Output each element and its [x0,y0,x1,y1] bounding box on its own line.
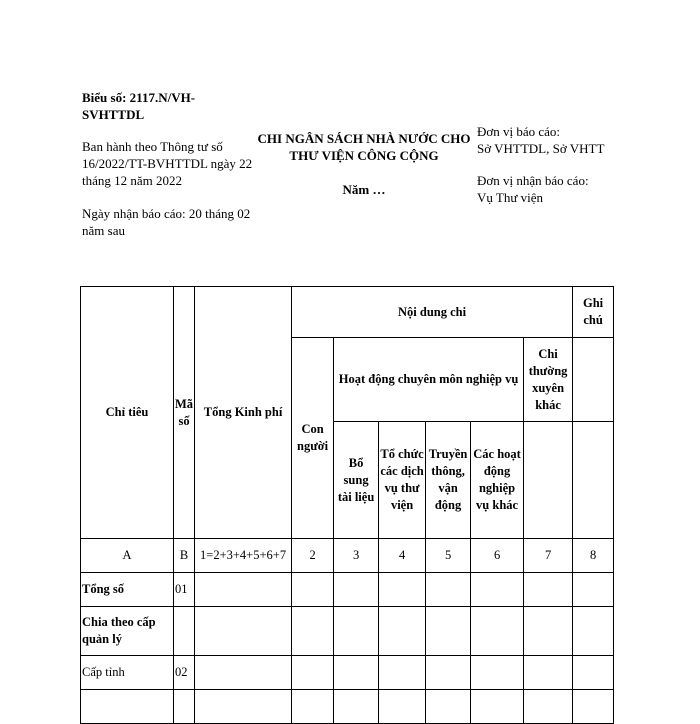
header-professional: Hoạt động chuyên môn nghiệp vụ [334,338,524,422]
reporting-unit-label: Đơn vị báo cáo: [477,124,561,139]
data-cell[interactable] [471,690,524,724]
table-row [81,690,614,724]
header-supplement: Bổ sung tài liệu [334,422,379,539]
report-year: Năm … [342,182,386,197]
data-cell[interactable] [292,656,334,690]
table-row [81,573,614,607]
report-table [80,286,614,724]
index-cell: A [81,539,174,573]
reporting-unit-value: Sở VHTTDL, Sở VHTT [477,141,605,156]
header-note-empty [573,338,614,422]
data-cell[interactable] [292,607,334,656]
report-title: CHI NGÂN SÁCH NHÀ NƯỚC CHO THƯ VIỆN CÔNG CỘNG [257,131,471,163]
data-cell[interactable] [379,690,426,724]
issued-by-text: Ban hành theo Thông tư số 16/2022/TT-BVHTTDL ngày 22 tháng 12 năm 2022 [82,139,253,188]
data-cell[interactable] [426,690,471,724]
report-table-container [80,286,614,724]
data-cell[interactable] [524,656,573,690]
data-cell[interactable] [334,656,379,690]
receiving-unit-label: Đơn vị nhận báo cáo: [477,173,589,188]
row-label: Tổng số [81,573,174,607]
index-cell: 3 [334,539,379,573]
data-cell[interactable] [174,690,195,724]
table-row [81,607,614,656]
data-cell[interactable] [426,656,471,690]
header-other-regular: Chi thường xuyên khác [524,338,573,422]
data-cell[interactable] [524,573,573,607]
data-cell[interactable] [573,656,614,690]
header-note: Ghi chú [573,287,614,338]
data-cell[interactable] [573,690,614,724]
data-cell[interactable] [195,656,292,690]
row-code: 02 [174,656,195,690]
index-cell: 8 [573,539,614,573]
index-cell: 5 [426,539,471,573]
data-cell[interactable] [334,573,379,607]
header-empty [573,422,614,539]
row-label: Chia theo cấp quản lý [81,607,174,656]
header-people: Con người [292,338,334,539]
data-cell[interactable] [379,656,426,690]
header-total: Tổng Kinh phí [195,287,292,539]
index-cell: 2 [292,539,334,573]
data-cell[interactable] [81,690,174,724]
header-empty [524,422,573,539]
row-code [174,607,195,656]
data-cell[interactable] [471,607,524,656]
receiving-unit [477,172,657,206]
index-cell: B [174,539,195,573]
received-date-text: Ngày nhận báo cáo: 20 tháng 02 năm sau [82,206,251,238]
row-label: Cấp tỉnh [81,656,174,690]
index-cell: 4 [379,539,426,573]
data-cell[interactable] [573,607,614,656]
data-cell[interactable] [195,607,292,656]
header-code: Mã số [174,287,195,539]
data-cell[interactable] [471,573,524,607]
data-cell[interactable] [524,690,573,724]
data-cell[interactable] [334,690,379,724]
data-cell[interactable] [292,690,334,724]
data-cell[interactable] [426,607,471,656]
data-cell[interactable] [379,607,426,656]
header-communication: Truyền thông, vận động [426,422,471,539]
index-cell: 1=2+3+4+5+6+7 [195,539,292,573]
data-cell[interactable] [379,573,426,607]
data-cell[interactable] [195,690,292,724]
index-cell: 6 [471,539,524,573]
index-row [81,539,614,573]
header-other-professional: Các hoạt động nghiệp vụ khác [471,422,524,539]
table-row [81,656,614,690]
data-cell[interactable] [471,656,524,690]
data-cell[interactable] [524,607,573,656]
row-code: 01 [174,573,195,607]
reporting-unit [477,123,657,157]
receiving-unit-value: Vụ Thư viện [477,190,544,205]
header-content: Nội dung chi [292,287,573,338]
data-cell[interactable] [426,573,471,607]
form-code: Biểu số: 2117.N/VH-SVHTTDL [82,90,196,122]
data-cell[interactable] [573,573,614,607]
data-cell[interactable] [334,607,379,656]
data-cell[interactable] [195,573,292,607]
index-cell: 7 [524,539,573,573]
header-services: Tổ chức các dịch vụ thư viện [379,422,426,539]
data-cell[interactable] [292,573,334,607]
header-indicator: Chỉ tiêu [81,287,174,539]
